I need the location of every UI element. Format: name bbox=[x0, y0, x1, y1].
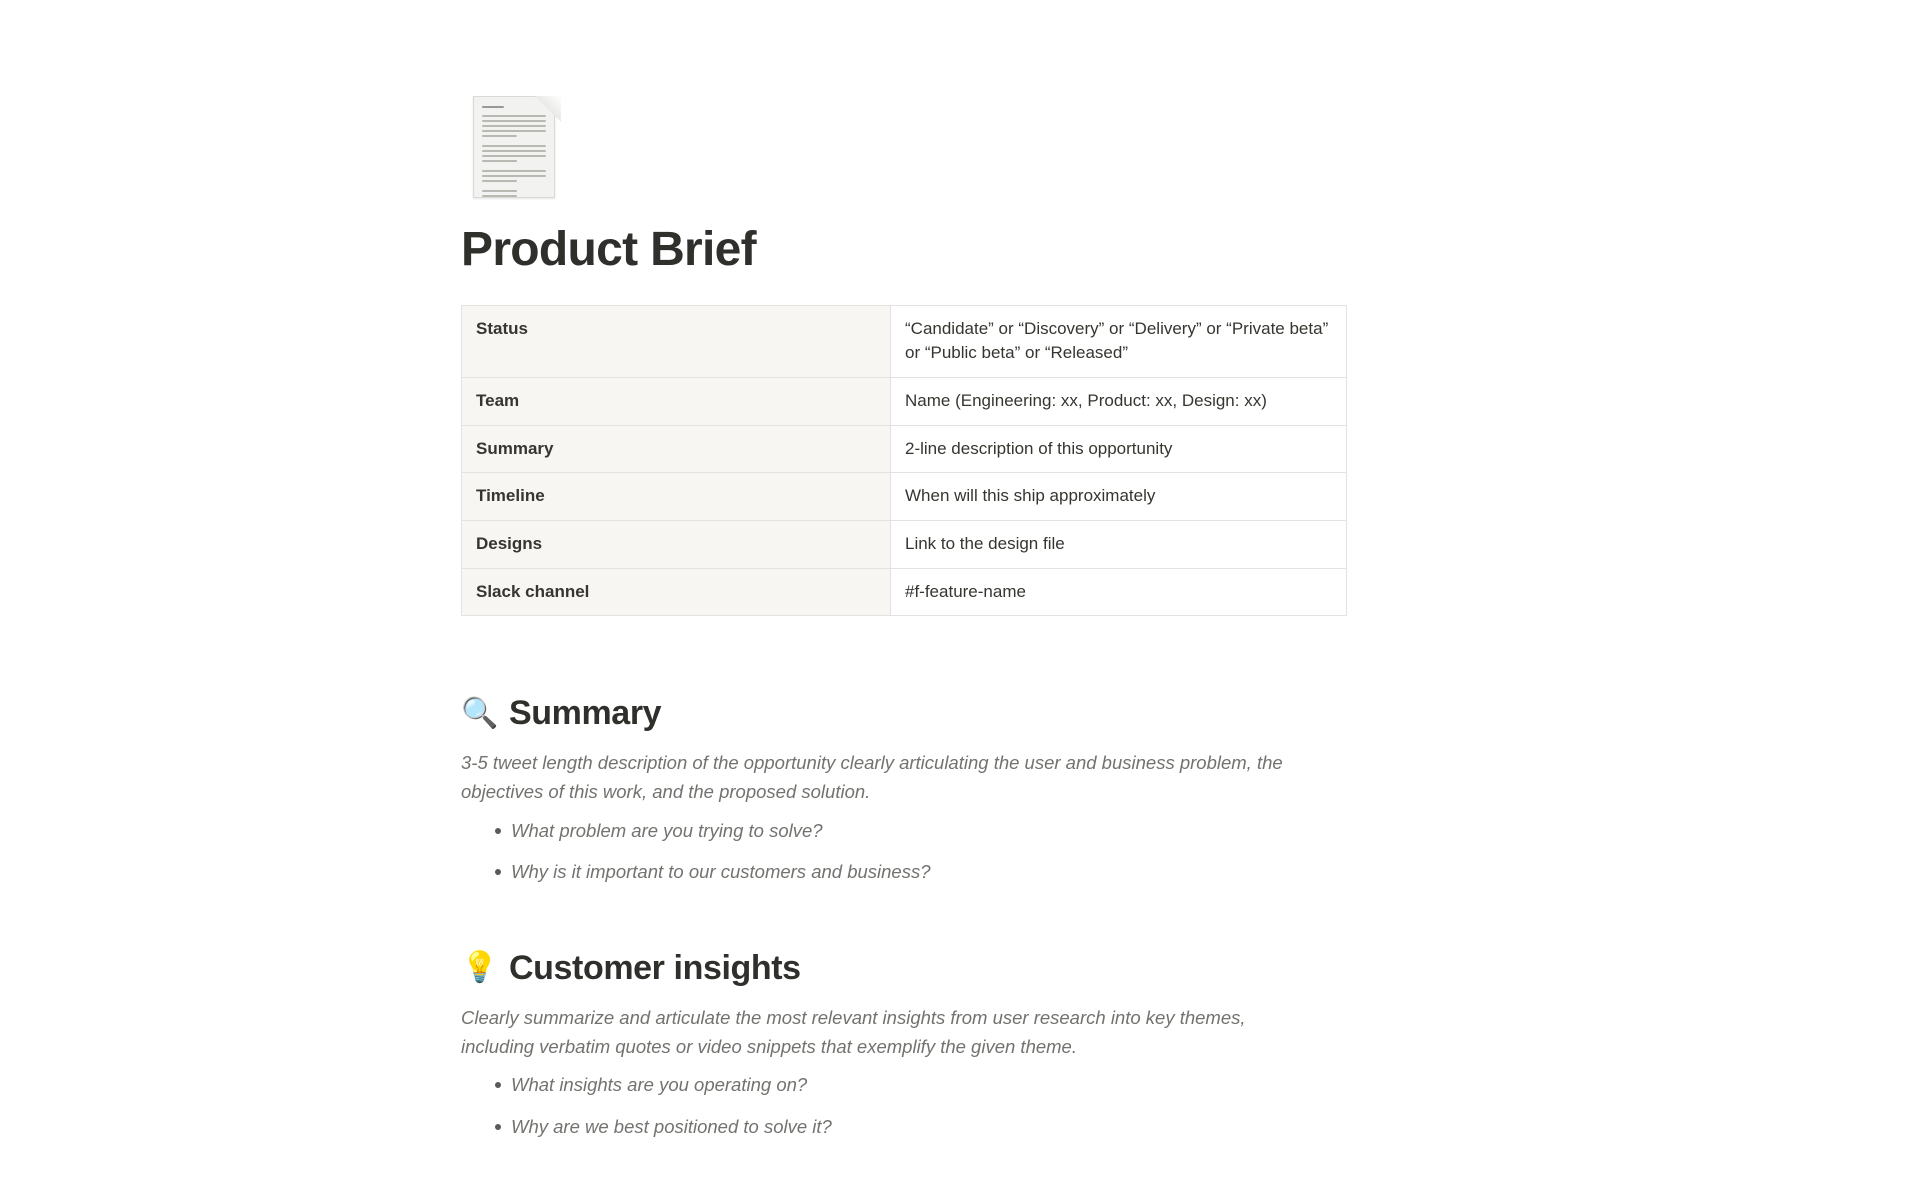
section-bullet-list bbox=[461, 817, 1369, 887]
table-row bbox=[462, 305, 1347, 377]
property-key: Designs bbox=[462, 521, 891, 569]
section-body-text: 3-5 tweet length description of the opportunity clearly articulating the user and business problem, the objectives of this work, and the proposed solution. bbox=[461, 752, 1283, 802]
table-row bbox=[462, 521, 1347, 569]
document-content bbox=[461, 0, 1369, 1142]
lightbulb-icon: 💡 bbox=[461, 951, 498, 985]
section-bullet-list bbox=[461, 1071, 1369, 1141]
list-item: What insights are you operating on? bbox=[495, 1071, 1369, 1100]
magnifying-glass-icon: 🔍 bbox=[461, 696, 498, 730]
table-row bbox=[462, 425, 1347, 473]
table-row bbox=[462, 568, 1347, 616]
doc-icon-lines bbox=[482, 106, 546, 200]
property-value[interactable]: #f-feature-name bbox=[891, 568, 1347, 616]
property-value[interactable]: “Candidate” or “Discovery” or “Delivery” or “Private beta” or “Public beta” or “Released” bbox=[891, 305, 1347, 377]
doc-icon-paper bbox=[473, 96, 555, 198]
property-key: Status bbox=[462, 305, 891, 377]
property-value[interactable]: When will this ship approximately bbox=[891, 473, 1347, 521]
list-item: What problem are you trying to solve? bbox=[495, 817, 1369, 846]
document-page-icon[interactable] bbox=[463, 96, 561, 206]
table-row bbox=[462, 473, 1347, 521]
properties-table bbox=[461, 305, 1347, 616]
section-heading-customer-insights bbox=[461, 949, 1369, 988]
list-item: Why is it important to our customers and business? bbox=[495, 858, 1369, 887]
list-item: Why are we best positioned to solve it? bbox=[495, 1113, 1369, 1142]
properties-table-body bbox=[462, 305, 1347, 615]
property-key: Summary bbox=[462, 425, 891, 473]
property-key: Timeline bbox=[462, 473, 891, 521]
property-value[interactable]: Name (Engineering: xx, Product: xx, Design: xx) bbox=[891, 378, 1347, 426]
section-body-text: Clearly summarize and articulate the most relevant insights from user research into key themes, including verbatim quotes or video snippets that exemplify the given theme. bbox=[461, 1006, 1246, 1057]
section-summary bbox=[461, 694, 1369, 887]
page-title: Product Brief bbox=[461, 223, 756, 276]
section-heading-summary bbox=[461, 694, 1369, 733]
property-value[interactable]: 2-line description of this opportunity bbox=[891, 425, 1347, 473]
property-key: Team bbox=[462, 378, 891, 426]
section-heading-label: Summary bbox=[509, 694, 662, 733]
property-value[interactable]: Link to the design file bbox=[891, 521, 1347, 569]
section-customer-insights bbox=[461, 949, 1369, 1142]
section-heading-label: Customer insights bbox=[509, 948, 801, 987]
property-key: Slack channel bbox=[462, 568, 891, 616]
table-row bbox=[462, 378, 1347, 426]
